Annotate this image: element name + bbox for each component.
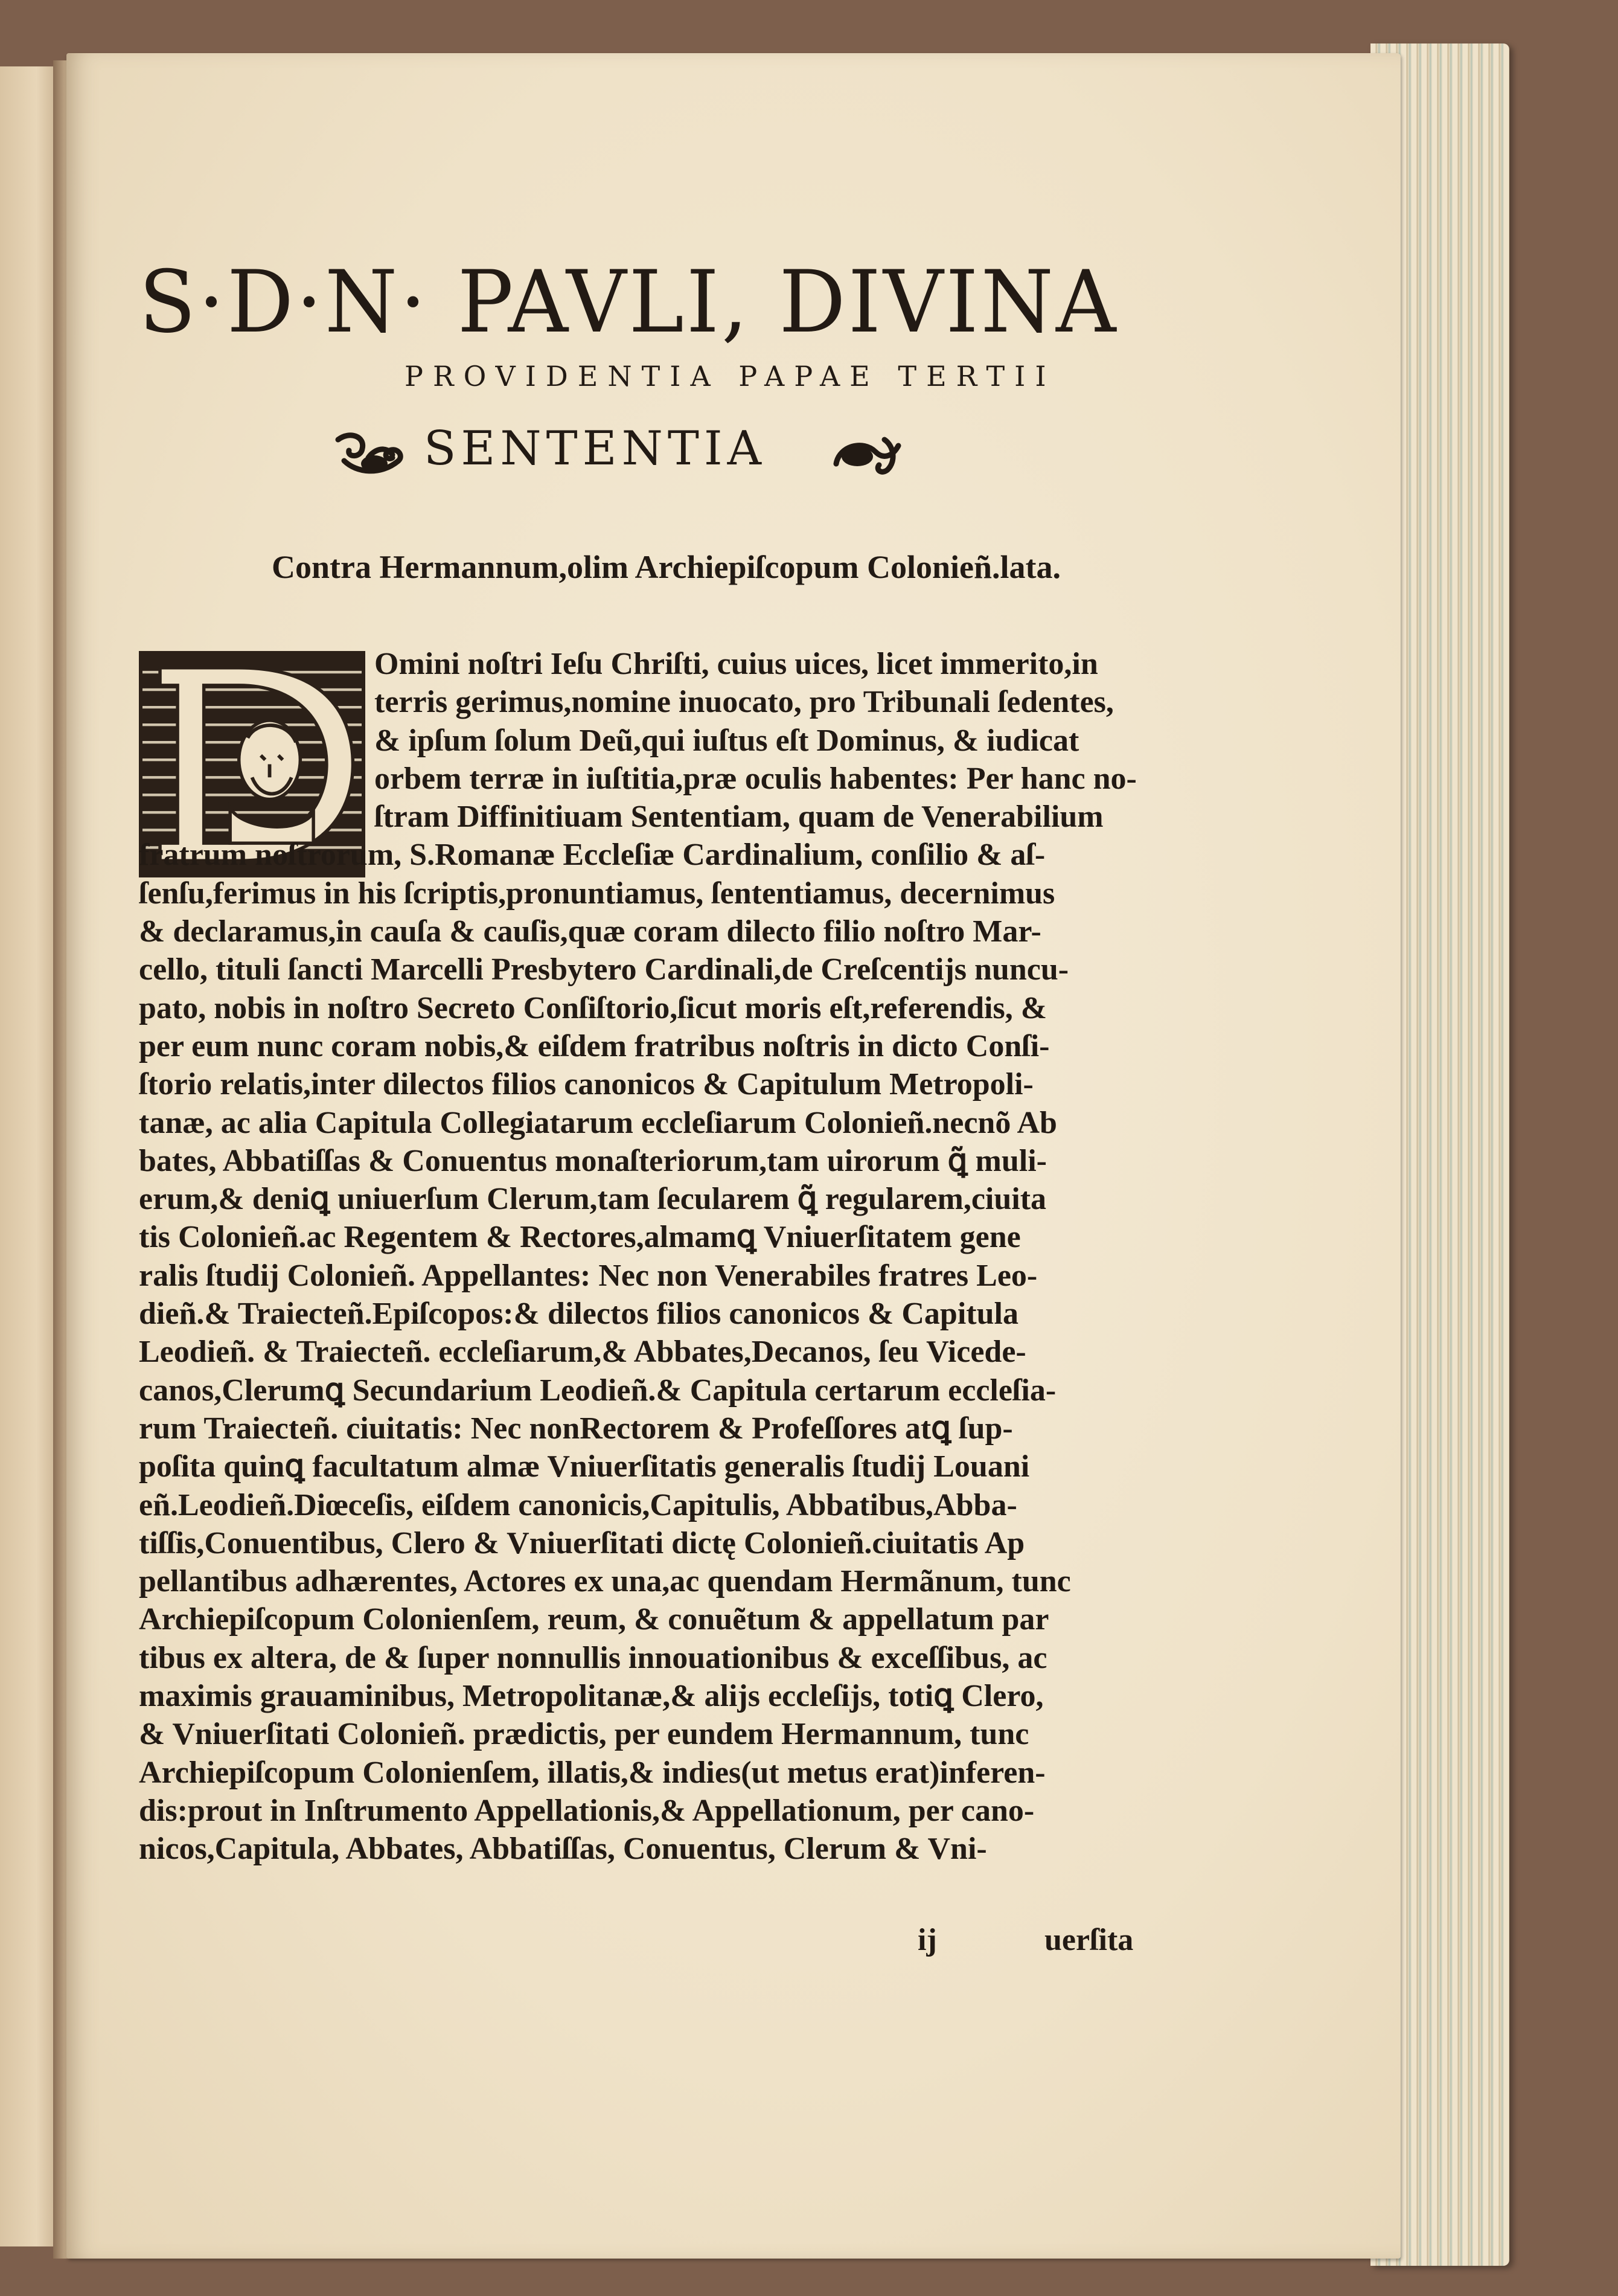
body-line: tibus ex altera, de & ſuper nonnullis innouationibus & exceſſibus, ac xyxy=(139,1640,1047,1675)
catchword: uerſita xyxy=(1044,1923,1134,1957)
body-line: poſita quinꝗ facultatum almæ Vniuerſitatis generalis ſtudij Louani xyxy=(139,1449,1030,1484)
body-line: ralis ſtudij Colonieñ. Appellantes: Nec non Venerabiles fratres Leo- xyxy=(139,1258,1038,1293)
book-page xyxy=(66,53,1401,2259)
body-line: canos,Clerumꝗ Secundarium Leodieñ.& Capitula certarum eccleſia- xyxy=(139,1373,1057,1408)
body-line: ſtram Diffinitiuam Sententiam, quam de Venerabilium xyxy=(374,800,1104,835)
body-line: Leodieñ. & Traiecteñ. eccleſiarum,& Abbates,Decanos, ſeu Vicede- xyxy=(139,1335,1026,1370)
body-line: & Vniuerſitati Colonieñ. prædictis, per eundem Hermannum, tunc xyxy=(139,1717,1029,1752)
body-line: dis:prout in Inſtrumento Appellationis,& Appellationum, per cano- xyxy=(139,1793,1035,1828)
page-title: S·D·N· PAVLI, DIVINA xyxy=(139,252,1119,352)
signature-mark: ij xyxy=(918,1923,937,1957)
body-text xyxy=(139,645,1141,1868)
body-line: eñ.Leodieñ.Diœceſis, eiſdem canonicis,Capitulis, Abbatibus,Abba- xyxy=(139,1487,1017,1522)
body-line: maximis grauaminibus, Metropolitanæ,& alijs eccleſijs, totiꝗ Clero, xyxy=(139,1679,1044,1714)
body-line: orbem terræ in iuſtitia,præ oculis habentes: Per hanc no- xyxy=(374,761,1137,796)
body-line: pato, nobis in noſtro Secreto Conſiſtorio,ſicut moris eſt,referendis, & xyxy=(139,990,1047,1025)
body-line: Omini noſtri Ieſu Chriſti, cuius uices, licet immerito,in xyxy=(374,647,1098,681)
body-line: & ipſum ſolum Deũ,qui iuſtus eſt Dominus, & iudicat xyxy=(374,723,1079,758)
body-line: tanæ, ac alia Capitula Collegiatarum eccleſiarum Colonieñ.necnõ Ab xyxy=(139,1105,1057,1140)
body-line: ſenſu,ferimus in his ſcriptis,pronuntiamus, ſententiamus, decernimus xyxy=(139,876,1055,911)
body-line: pellantibus adhærentes, Actores ex una,ac quendam Hermãnum, tunc xyxy=(139,1564,1071,1599)
body-line: fratrum noſtrorum, S.Romanæ Eccleſiæ Cardinalium, conſilio & aſ- xyxy=(139,838,1046,873)
body-line: terris gerimus,nomine inuocato, pro Tribunali ſedentes, xyxy=(374,685,1114,720)
body-line: Archiepiſcopum Colonienſem, illatis,& indies(ut metus erat)inferen- xyxy=(139,1755,1046,1790)
body-line: dieñ.& Traiecteñ.Epiſcopos:& dilectos filios canonicos & Capitula xyxy=(139,1297,1018,1332)
left-fleuron-icon xyxy=(332,428,411,482)
body-line: ſtorio relatis,inter dilectos filios canonicos & Capitulum Metropoli- xyxy=(139,1067,1034,1102)
body-line: cello, tituli ſancti Marcelli Presbytero Cardinali,de Creſcentijs nuncu- xyxy=(139,952,1069,987)
body-line: tiſſis,Conuentibus, Clero & Vniuerſitati dictę Colonieñ.ciuitatis Ap xyxy=(139,1525,1025,1560)
body-line: erum,& deniꝗ uniuerſum Clerum,tam ſecularem ꝗ̃ regularem,ciuita xyxy=(139,1182,1047,1217)
body-line: & declaramus,in cauſa & cauſis,quæ coram dilecto filio noſtro Mar- xyxy=(139,914,1041,949)
sentence-heading-row xyxy=(332,422,936,494)
intro-line: Contra Hermannum,olim Archiepiſcopum Colonieñ.lata. xyxy=(272,549,1061,585)
body-line: per eum nunc coram nobis,& eiſdem fratribus noſtris in dicto Conſi- xyxy=(139,1028,1050,1063)
body-line: tis Colonieñ.ac Regentem & Rectores,almamꝗ Vniuerſitatem gene xyxy=(139,1220,1021,1255)
body-line: nicos,Capitula, Abbates, Abbatiſſas, Conuentus, Clerum & Vni- xyxy=(139,1832,987,1867)
body-line: Archiepiſcopum Colonienſem, reum, & conuẽtum & appellatum par xyxy=(139,1602,1049,1637)
sentence-heading: SENTENTIA xyxy=(424,422,767,476)
body-line: rum Traiecteñ. ciuitatis: Nec nonRectorem & Profeſſores atꝗ ſup- xyxy=(139,1411,1013,1446)
body-line: bates, Abbatiſſas & Conuentus monaſteriorum,tam uirorum ꝗ̃ muli- xyxy=(139,1143,1047,1178)
right-fleuron-icon xyxy=(827,428,906,482)
page-subtitle: PROVIDENTIA PAPAE TERTII xyxy=(405,360,1056,393)
